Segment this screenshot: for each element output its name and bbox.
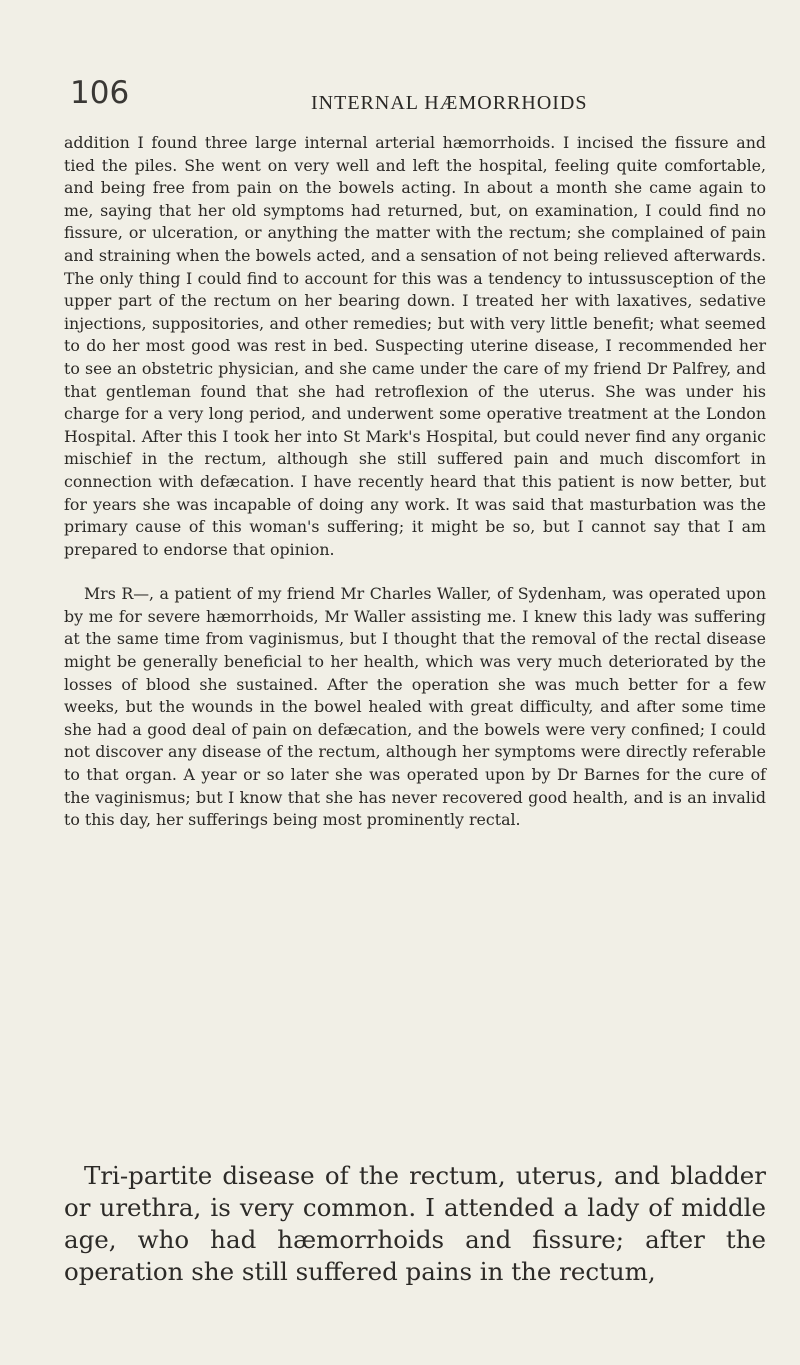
running-head: INTERNAL HÆMORRHOIDS [311, 92, 588, 114]
paragraph-mrs-r: Mrs R—, a patient of my friend Mr Charles Waller, of Sydenham, was operated upon by me for severe hæmorrhoids, Mr Waller assisting me. I knew this lady was suffering at the same time from vaginismus, but I thought that the removal of the rectal disease might be generally beneficial to her health, which was very much deteriorated by the losses of blood she sustained. After the operation she was much better for a few weeks, but the wounds in the bowel healed with great difficulty, and after some time she had a good deal of pain on defæcation, and the bowels were very confined; I could not discover any disease of the rectum, although her symptoms were directly referable to that organ. A year or so later she was operated upon by Dr Barnes for the cure of the vaginismus; but I know that she has never recovered good health, and is an invalid to this day, her sufferings being most prominently rectal. [64, 584, 766, 830]
page-header [70, 75, 760, 118]
paragraph-tri-partite: Tri-partite disease of the rectum, uterus, and bladder or urethra, is very common. I attended a lady of middle age, who had hæmorrhoids and fissure; after the operation she still suffered pains in the rectum, [64, 1161, 766, 1286]
large-print-text [64, 1160, 766, 1288]
paragraph-continuation: addition I found three large internal arterial hæmorrhoids. I incised the fissure and tied the piles. She went on very well and left the hospital, feeling quite comfortable, and being free from pain on the bowels acting. In about a month she came again to me, saying that her old symptoms had returned, but, on examination, I could find no fissure, or ulceration, or anything the matter with the rectum; she complained of pain and straining when the bowels acted, and a sensation of not being relieved afterwards. The only thing I could find to account for this was a tendency to intussusception of the upper part of the rectum on her bearing down. I treated her with laxatives, sedative injections, suppositories, and other remedies; but with very little benefit; what seemed to do her most good was rest in bed. Suspecting uterine disease, I recommended her to see an obstetric physician, and she came under the care of my friend Dr Palfrey, and that gentleman found that she had retroflexion of the uterus. She was under his charge for a very long period, and underwent some operative treatment at the London Hospital. After this I took her into St Mark's Hospital, but could never find any organic mischief in the rectum, although she still suffered pain and much discomfort in connection with defæcation. I have recently heard that this patient is now better, but for years she was incapable of doing any work. It was said that masturbation was the primary cause of this woman's suffering; it might be so, but I cannot say that I am prepared to endorse that opinion. [64, 133, 766, 559]
body-text [64, 132, 766, 832]
page-number: 106 [70, 75, 130, 111]
